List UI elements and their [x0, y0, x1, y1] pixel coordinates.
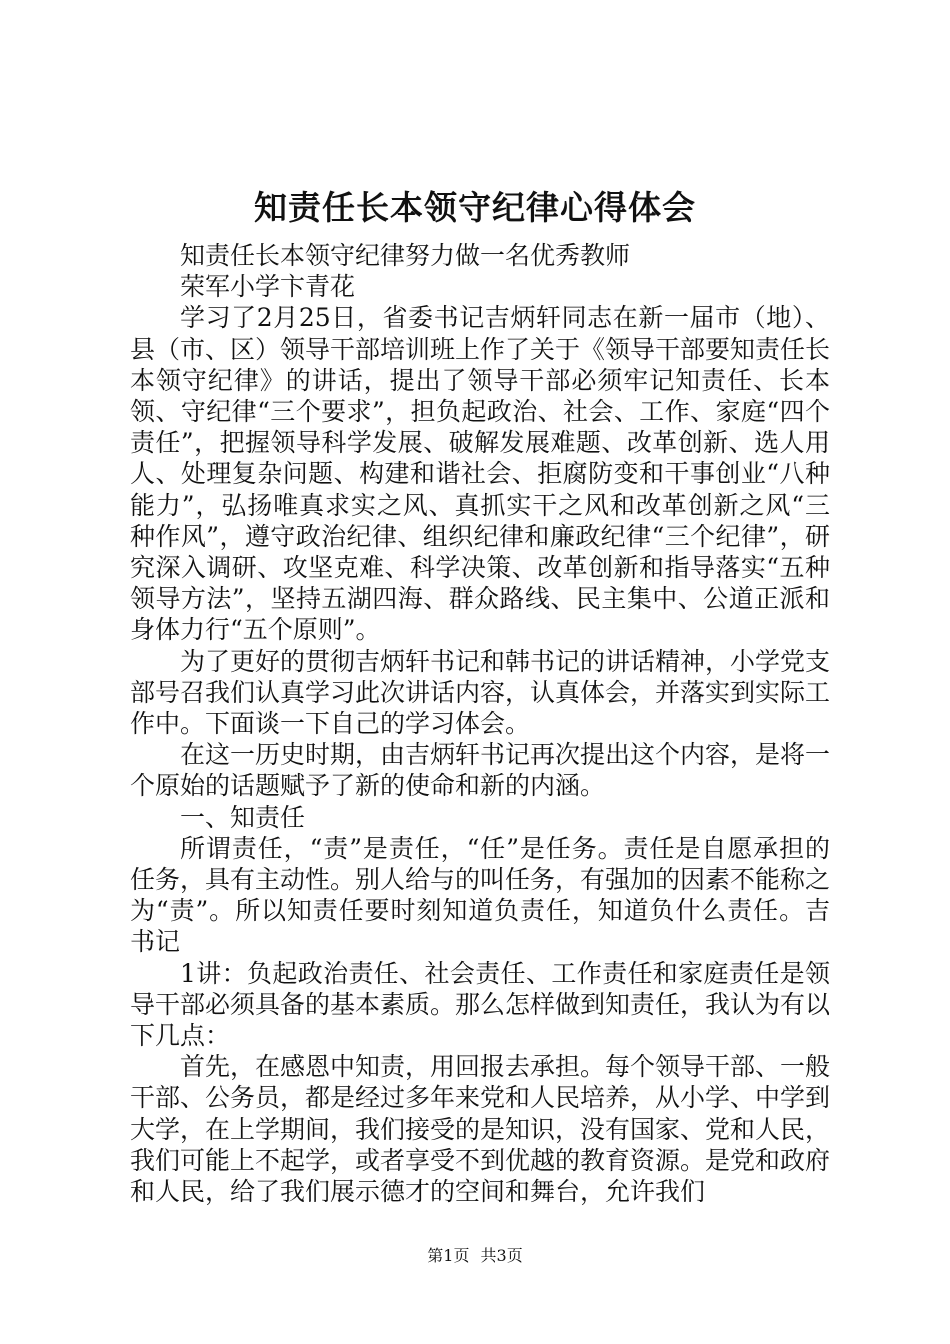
body-paragraph: 1讲：负起政治责任、社会责任、工作责任和家庭责任是领导干部必须具备的基本素质。那么怎样做到知责任，我认为有以下几点：	[130, 958, 831, 1051]
body-paragraph: 为了更好的贯彻吉炳轩书记和韩书记的讲话精神，小学党支部号召我们认真学习此次讲话内容，认真体会，并落实到实际工作中。下面谈一下自己的学习体会。	[130, 646, 831, 739]
body-paragraph: 所谓责任，“责”是责任，“任”是任务。责任是自愿承担的任务，具有主动性。别人给与的叫任务，有强加的因素不能称之为“责”。所以知责任要时刻知道负责任，知道负什么责任。吉书记	[130, 833, 831, 957]
page-total: 共3页	[480, 1246, 523, 1265]
page-footer	[0, 1244, 950, 1268]
body-paragraph: 学习了2月25日，省委书记吉炳轩同志在新一届市（地）、县（市、区）领导干部培训班上作了关于《领导干部要知责任长本领守纪律》的讲话，提出了领导干部必须牢记知责任、长本领、守纪律“三个要求”，担负起政治、社会、工作、家庭“四个责任”，把握领导科学发展、破解发展难题、改革创新、选人用人、处理复杂问题、构建和谐社会、拒腐防变和干事创业“八种能力”，弘扬唯真求实之风、真抓实干之风和改革创新之风“三种作风”，遵守政治纪律、组织纪律和廉政纪律“三个纪律”，研究深入调研、攻坚克难、科学决策、改革创新和指导落实“五种领导方法”，坚持五湖四海、群众路线、民主集中、公道正派和身体力行“五个原则”。	[130, 303, 831, 645]
page-number: 第1页	[427, 1246, 470, 1265]
body-paragraph: 在这一历史时期，由吉炳轩书记再次提出这个内容，是将一个原始的话题赋予了新的使命和新的内涵。	[130, 740, 831, 801]
document-body	[130, 240, 830, 1207]
body-paragraph: 首先，在感恩中知责，用回报去承担。每个领导干部、一般干部、公务员，都是经过多年来党和人民培养，从小学、中学到大学，在上学期间，我们接受的是知识，没有国家、党和人民，我们可能上不起学，或者享受不到优越的教育资源。是党和政府和人民，给了我们展示德才的空间和舞台，允许我们	[130, 1052, 831, 1207]
section-heading: 一、知责任	[180, 802, 306, 832]
subtitle-paragraph: 知责任长本领守纪律努力做一名优秀教师	[180, 241, 631, 270]
document-title: 知责任长本领守纪律心得体会	[254, 188, 696, 227]
author-paragraph: 荣军小学卞青花	[180, 272, 356, 302]
